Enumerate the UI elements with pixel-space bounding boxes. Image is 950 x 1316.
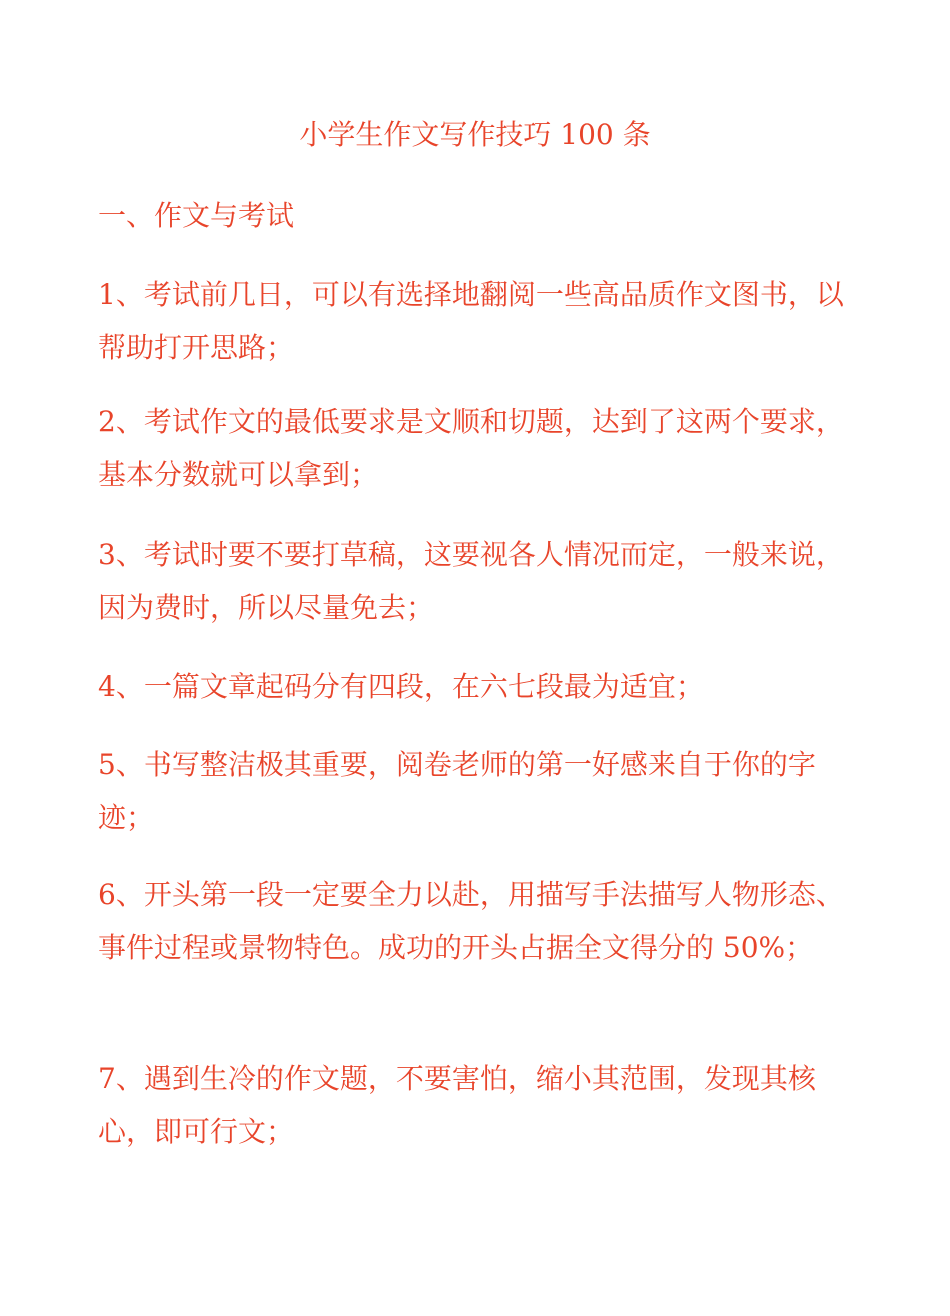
tip-paragraph-6: 6、开头第一段一定要全力以赴，用描写手法描写人物形态、事件过程或景物特色。成功的开头占据全文得分的 50%； (98, 878, 844, 964)
tip-paragraph-3: 3、考试时要不要打草稿，这要视各人情况而定，一般来说，因为费时，所以尽量免去； (98, 538, 844, 624)
tip-paragraph-1: 1、考试前几日，可以有选择地翻阅一些高品质作文图书，以帮助打开思路； (98, 278, 844, 364)
tip-paragraph-7: 7、遇到生冷的作文题，不要害怕，缩小其范围，发现其核心，即可行文； (98, 1062, 816, 1148)
section-heading: 一、作文与考试 (98, 199, 295, 232)
tip-paragraph-4: 4、一篇文章起码分有四段，在六七段最为适宜； (98, 670, 704, 703)
tip-paragraph-5: 5、书写整洁极其重要，阅卷老师的第一好感来自于你的字迹； (98, 748, 816, 834)
document-title: 小学生作文写作技巧 100 条 (299, 118, 651, 151)
tip-paragraph-2: 2、考试作文的最低要求是文顺和切题，达到了这两个要求，基本分数就可以拿到； (98, 405, 844, 491)
